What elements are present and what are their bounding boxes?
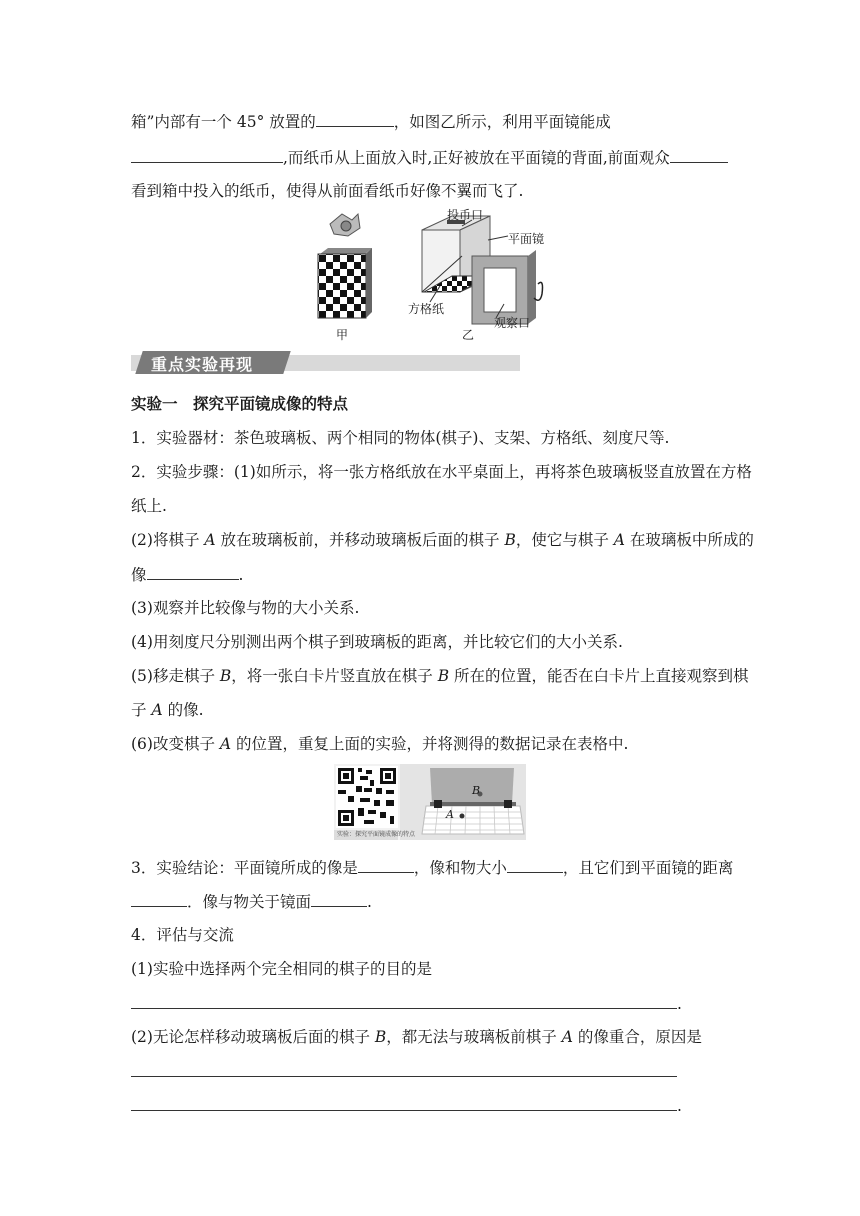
intro-line-1 xyxy=(131,110,611,133)
conclusion-text: . xyxy=(367,893,372,911)
step-2-line-2 xyxy=(131,563,243,586)
step-text: 所在的位置，能否在白卡片上直接观察到棋 xyxy=(449,667,749,685)
piece-label: B xyxy=(504,531,516,549)
answer-blank[interactable] xyxy=(131,992,677,1009)
box-jia-drawing xyxy=(318,214,372,318)
qr-caption: 实验：探究平面镜成像的特点 xyxy=(337,831,416,838)
question-text: ，都无法与玻璃板前棋子 xyxy=(386,1028,562,1046)
step-text: 放在玻璃板前，并移动玻璃板后面的棋子 xyxy=(215,531,505,549)
intro-text: ，如图乙所示，利用平面镜能成 xyxy=(393,113,611,131)
caption-yi: 乙 xyxy=(462,328,475,342)
piece-label: A xyxy=(219,735,232,753)
question-1: (1)实验中选择两个完全相同的棋子的目的是 xyxy=(131,960,432,978)
answer-blank[interactable] xyxy=(358,856,414,873)
piece-label: B xyxy=(437,667,450,685)
evaluation-title: 4．评估与交流 xyxy=(131,926,234,944)
glass-plate-setup xyxy=(400,764,526,840)
experiment-title: 实验一 探究平面镜成像的特点 xyxy=(131,394,349,413)
question-text: 的像重合，原因是 xyxy=(572,1028,702,1046)
piece-label: B xyxy=(374,1028,387,1046)
step-5-line-1 xyxy=(131,665,749,687)
label-coin-slot: 投币口 xyxy=(447,208,484,222)
magic-box-figure xyxy=(312,206,552,344)
intro-line-3: 看到箱中投入的纸币，使得从前面看纸币好像不翼而飞了. xyxy=(131,182,524,200)
question-text: . xyxy=(677,1097,682,1115)
conclusion-line-1 xyxy=(131,856,733,879)
step-text: (6)改变棋子 xyxy=(131,735,220,753)
step-6 xyxy=(131,733,628,755)
step-text: ，将一张白卡片竖直放在棋子 xyxy=(231,667,438,685)
label-piece-B: B xyxy=(472,784,481,797)
item-steps-line-2: 纸上. xyxy=(131,497,167,515)
step-5-line-2 xyxy=(131,699,204,721)
piece-label: A xyxy=(613,531,625,549)
piece-label: B xyxy=(219,667,232,685)
answer-blank[interactable] xyxy=(316,110,394,127)
question-2-answer-line-1 xyxy=(131,1060,677,1083)
item-steps-line-1: 2．实验步骤：(1)如所示，将一张方格纸放在水平桌面上，再将茶色玻璃板竖直放置在方格 xyxy=(131,463,752,481)
step-text: 的位置，重复上面的实验，并将测得的数据记录在表格中. xyxy=(231,735,629,753)
answer-blank[interactable] xyxy=(131,890,187,907)
label-mirror: 平面镜 xyxy=(508,232,545,246)
conclusion-text: ，像和物大小 xyxy=(413,859,507,877)
section-banner xyxy=(131,351,520,374)
intro-text: 箱”内部有一个 45° 放置的 xyxy=(131,113,316,131)
question-1-answer-line xyxy=(131,992,682,1015)
step-text: ，使它与棋子 xyxy=(515,531,614,549)
experiment-figure xyxy=(334,764,526,840)
answer-blank[interactable] xyxy=(147,563,239,580)
conclusion-text: 3．实验结论：平面镜所成的像是 xyxy=(131,859,358,877)
label-grid-paper: 方格纸 xyxy=(408,302,445,316)
step-text: . xyxy=(238,566,244,584)
piece-label: A xyxy=(151,701,163,719)
step-text: 在玻璃板中所成的 xyxy=(624,531,754,549)
question-text: . xyxy=(677,995,682,1013)
step-text: 子 xyxy=(131,701,152,719)
answer-blank[interactable] xyxy=(507,856,563,873)
piece-label: A xyxy=(561,1028,573,1046)
step-text: (2)将棋子 xyxy=(131,531,205,549)
step-text: (5)移走棋子 xyxy=(131,667,220,685)
answer-blank[interactable] xyxy=(311,890,367,907)
step-4: (4)用刻度尺分别测出两个棋子到玻璃板的距离，并比较它们的大小关系. xyxy=(131,633,623,651)
answer-blank[interactable] xyxy=(670,146,728,163)
section-title: 重点实验再现 xyxy=(151,355,254,374)
qr-code-icon xyxy=(336,766,398,828)
piece-label: A xyxy=(204,531,216,549)
caption-jia: 甲 xyxy=(336,328,349,342)
answer-blank[interactable] xyxy=(131,146,283,163)
step-text: 像 xyxy=(131,566,147,584)
question-2 xyxy=(131,1026,702,1048)
conclusion-text: ．像与物关于镜面 xyxy=(187,893,312,911)
step-3: (3)观察并比较像与物的大小关系. xyxy=(131,599,360,617)
item-equipment: 1．实验器材：茶色玻璃板、两个相同的物体(棋子)、支架、方格纸、刻度尺等. xyxy=(131,429,670,447)
intro-text: ,而纸币从上面放入时,正好被放在平面镜的背面,前面观众 xyxy=(283,149,670,167)
step-2-line-1 xyxy=(131,529,754,551)
answer-blank[interactable] xyxy=(131,1094,677,1111)
intro-line-2 xyxy=(131,146,728,169)
conclusion-line-2 xyxy=(131,890,372,913)
question-2-answer-line-2 xyxy=(131,1094,682,1117)
question-text: (2)无论怎样移动玻璃板后面的棋子 xyxy=(131,1028,375,1046)
answer-blank[interactable] xyxy=(131,1060,677,1077)
label-observation-window: 观察口 xyxy=(494,316,531,330)
label-piece-A: A xyxy=(446,808,454,821)
conclusion-text: ，且它们到平面镜的距离 xyxy=(562,859,734,877)
step-text: 的像. xyxy=(162,701,204,719)
